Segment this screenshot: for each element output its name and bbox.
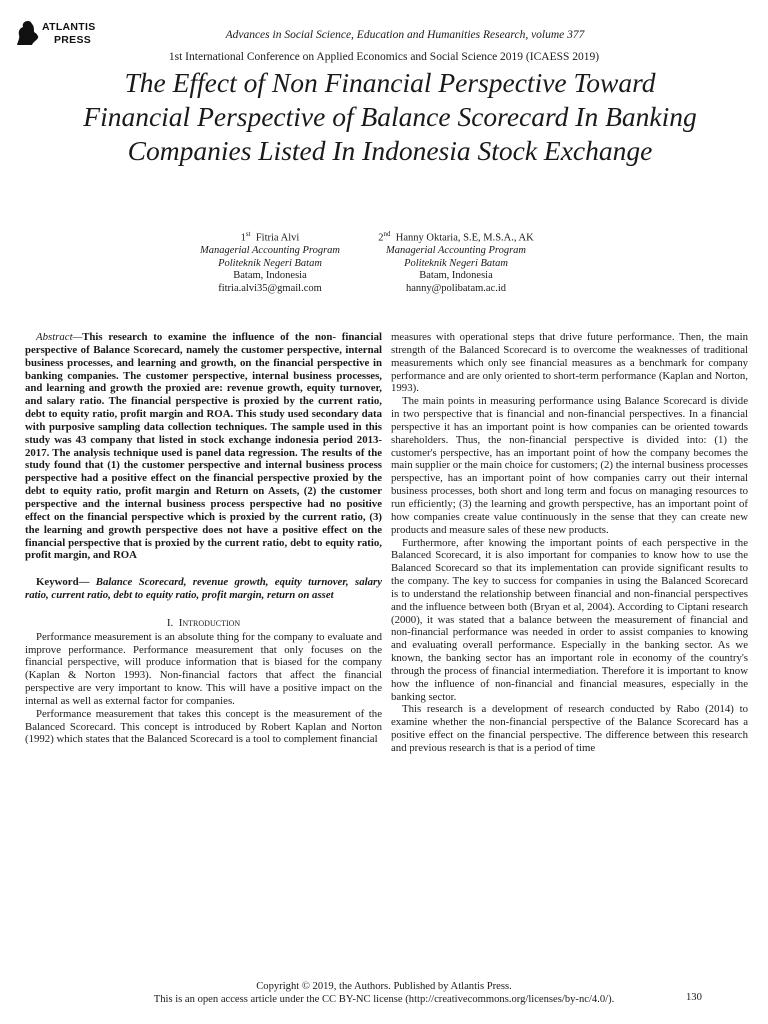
keyword-label: Keyword— xyxy=(36,576,90,589)
journal-header: Advances in Social Science, Education and Humanities Research, volume 377 xyxy=(225,29,585,41)
author-institution: Politeknik Negeri Batam xyxy=(218,257,322,269)
license-line: This is an open access article under the CC BY-NC license (http://creativecommons.org/licenses/by-nc/4.0/). xyxy=(153,994,615,1005)
author-block-2 xyxy=(370,228,542,295)
page-number: 130 xyxy=(686,992,702,1003)
paper-title: The Effect of Non Financial Perspective Toward Financial Perspective of Balance Scorecard In Banking Companies Listed In Indonesia Stock Exchange xyxy=(83,67,697,166)
body-paragraph: Furthermore, after knowing the important points of each perspective in the Balanced Scorecard, it is also important for companies to know how to use the Balanced Scorecard so that its implementation can provide significant results to the company. The key to success for companies in using the Balanced Scorecard is to understand the relationship between financial and non-financial perspectives and the influence between both (Bryan et al, 2004). According to Ciptani research (2000), it was stated that a balance between the measurement of financial and non-financial performance was needed in order to assist companies to knowing and evaluating overall performance. Especially in the banking sector. As we known, the banking sector has an important role in economy of the country's through the process of financial intermediation. Therefore it is important to know how the influence of non-financial and financial measures, especially in the banking sector. xyxy=(391,536,748,703)
abstract-label: Abstract— xyxy=(36,331,83,343)
author-email: fitria.alvi35@gmail.com xyxy=(218,282,322,294)
copyright-line: Copyright © 2019, the Authors. Published by Atlantis Press. xyxy=(256,981,512,992)
left-column xyxy=(25,331,382,746)
keyword-text: Balance Scorecard, revenue growth, equity turnover, salary ratio, current ratio, debt to equity ratio, profit margin, return on asset xyxy=(25,576,382,602)
author-name-line: 2nd Hanny Oktaria, S.E, M.S.A., AK xyxy=(378,230,534,244)
intro-paragraph: Performance measurement that takes this concept is the measurement of the Balanced Scorecard. This concept is introduced by Robert Kaplan and Norton (1992) which states that the Balanced Scorecard is a tool to complement financial xyxy=(25,707,382,746)
abstract-text: This research to examine the influence of the non- financial perspective of Balance Scorecard, namely the customer perspective, internal business processes, and learning and growth, on the financial perspective in banking companies. The customer perspective, internal business processes, and learning and growth the proxied are: revenue growth, equity turnover, and salary ratio. The financial perspective is proxied by the current ratio, debt to equity ratio, profit margin and ROA. This study used secondary data with purposive sampling data collection techniques. The sample used in this study was 43 company that listed in stock exchange indonesia period 2013-2017. The analysis technique used is panel data regression. The results of the study found that (1) the customer perspective and internal business process perspective had a positive effect on the financial perspective proxied by the debt to equity ratio, profit margin and Return on Assets, (2) the customer perspective and the internal business process perspective had no positive effect on the financial perspective which is proxied by the current ratio, (3) the learning and growth perspective does not have a positive effect on the financial perspective that is proxied by the current ratio, debt to equity ratio, profit margin, and ROA xyxy=(25,331,382,562)
section-heading-introduction: I. Introduction xyxy=(166,616,241,629)
right-column xyxy=(391,331,748,755)
author-institution: Politeknik Negeri Batam xyxy=(404,257,508,269)
author-department: Managerial Accounting Program xyxy=(200,245,340,257)
keywords xyxy=(25,576,382,602)
body-paragraph: measures with operational steps that drive future performance. Then, the main strength of the Balanced Scorecard is to overcome the weaknesses of traditional measurements which only see financial measures as a benchmark for company performance and are only oriented to short-term performance (Kaplan and Norton, 1993). xyxy=(391,331,748,395)
body-paragraph: The main points in measuring performance using Balance Scorecard is divide in two perspective that is financial and non-financial perspectives. In a financial perspective it has an important point is how companies can be oriented towards shareholders. Thus, the non-financial perspective is divided into: (1) the customer's perspective, has an important point of how the company becomes the main supplier or the main choice for customers; (2) the internal business processes perspective, has an important point of how companies carry out their internal business processes, both short and long term and focus on managing resources to run efficiently; (3) the learning and growth perspective, has an important point of how companies create value continuously in the sense that they can create new products and measure sales of these new products. xyxy=(391,395,748,536)
author-city: Batam, Indonesia xyxy=(233,270,307,282)
copyright-footer xyxy=(130,980,638,1006)
conference-header: 1st International Conference on Applied Economics and Social Science 2019 (ICAESS 2019) xyxy=(168,51,600,63)
atlantis-press-logo xyxy=(16,20,96,46)
author-email: hanny@polibatam.ac.id xyxy=(405,282,507,294)
author-department: Managerial Accounting Program xyxy=(386,245,526,257)
thinker-silhouette-icon xyxy=(16,20,40,46)
author-city: Batam, Indonesia xyxy=(419,270,493,282)
author-block-1 xyxy=(194,228,346,295)
logo-text-atlantis: ATLANTIS xyxy=(42,21,96,33)
logo-text-press: PRESS xyxy=(54,34,92,46)
intro-paragraph: Performance measurement is an absolute thing for the company to evaluate and improve performance. Performance measurement that only focuses on the financial perspective, will produce information that is biased for the company (Kaplan & Norton 1993). Non-financial factors that affect the financial perspective are very important to know. This will have a positive impact on the internal as well as external factor for companies. xyxy=(25,630,382,707)
author-name-line: 1st Fitria Alvi xyxy=(240,230,300,244)
abstract xyxy=(25,331,382,562)
body-paragraph: This research is a development of research conducted by Rabo (2014) to examine whether the non-financial perspective of the Balance Scorecard has a positive effect on the financial perspective. The difference between this research and previous research is that is a period of time xyxy=(391,703,748,754)
